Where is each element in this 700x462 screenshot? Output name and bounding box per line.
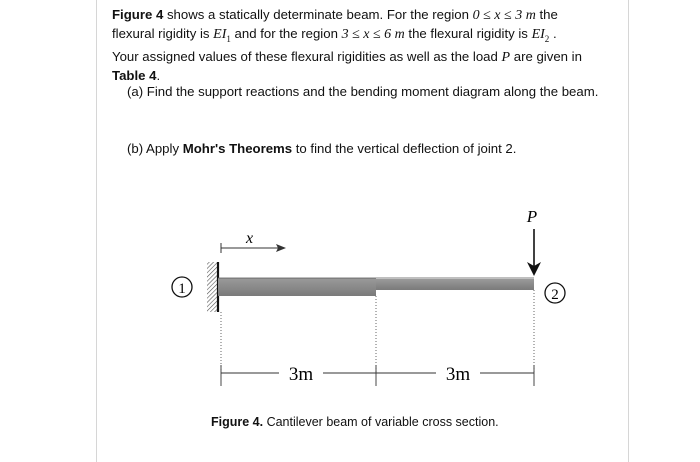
figure-reference: Figure 4 [112, 7, 164, 22]
part-a: (a) Find the support reactions and the bending moment diagram along the beam. [127, 84, 599, 99]
region-2: 3 ≤ x ≤ 6 m [341, 27, 405, 42]
load-label: P [526, 207, 538, 226]
part-b: (b) Apply Mohr's Theorems to find the vertical deflection of joint 2. [127, 141, 517, 156]
x-label: x [246, 230, 254, 247]
fixed-support-hatching [207, 262, 217, 312]
region-1: 0 ≤ x ≤ 3 m [472, 8, 536, 23]
figure-caption: Figure 4. Cantilever beam of variable cross section. [211, 415, 499, 429]
joint-1-label: 1 [178, 281, 186, 297]
ei2-symbol: $EI_2$ [531, 27, 550, 44]
joint-2-label: 2 [551, 287, 559, 303]
span-2-label: 3m [445, 364, 471, 385]
beam-segment-2 [376, 279, 534, 290]
span-1-label: 3m [288, 364, 314, 385]
problem-statement: Figure 4 shows a statically determinate beam. For the region 0 ≤ x ≤ 3 m the flexural rigidity is $EI_1$ and for the region 3 ≤ x ≤ 6 m the flexural rigidity is $EI_2$ . Your assigned values of these flexural rigidities as well as the load P are given in Table 4. [112, 7, 582, 83]
ei1-symbol: $EI_1$ [213, 27, 231, 44]
beam-segment-1 [218, 278, 376, 296]
load-symbol: P [501, 49, 511, 65]
table-reference: Table 4 [112, 67, 157, 83]
